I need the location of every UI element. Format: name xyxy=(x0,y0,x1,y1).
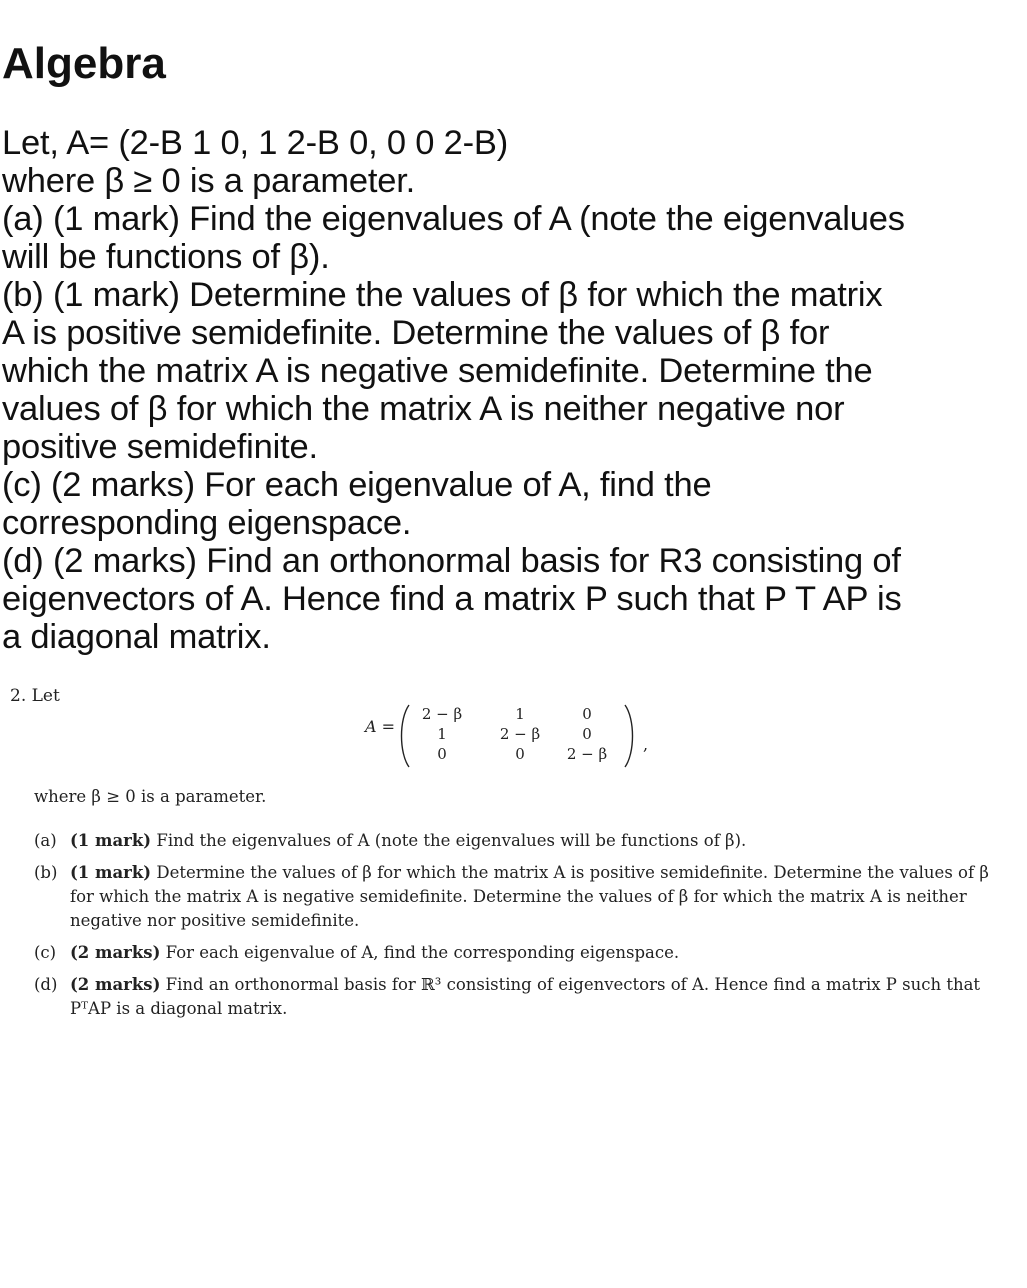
list-item xyxy=(34,941,994,965)
list-item xyxy=(34,861,994,933)
matrix-cell: 0 xyxy=(582,705,592,723)
question-line: values of β for which the matrix A is neither negative nor xyxy=(2,390,845,428)
item-marker: (c) xyxy=(34,943,57,962)
matrix-definition xyxy=(365,703,665,765)
question-line: Let, A= (2-B 1 0, 1 2-B 0, 0 0 2-B) xyxy=(2,124,508,162)
item-text: Find the eigenvalues of A (note the eigenvalues will be functions of β). xyxy=(151,831,747,850)
matrix-cell: 2 − β xyxy=(421,705,463,723)
item-text: Determine the values of β for which the matrix A is positive semidefinite. Determine the values of β for which the matrix A is negative semidefinite. Determine the values of β for which the matrix A is neither negative nor positive semidefinite. xyxy=(70,863,989,930)
matrix-comma: , xyxy=(643,735,649,754)
parameter-note: where β ≥ 0 is a parameter. xyxy=(34,787,267,806)
question-line: where β ≥ 0 is a parameter. xyxy=(2,162,416,200)
list-item xyxy=(34,973,994,1021)
question-line: positive semidefinite. xyxy=(2,428,318,466)
question-line: (b) (1 mark) Determine the values of β for which the matrix xyxy=(2,276,883,314)
equals-sign: = xyxy=(381,717,396,736)
list-item xyxy=(34,829,994,853)
matrix-cell: 1 xyxy=(437,725,447,743)
question-text xyxy=(2,124,1022,656)
question-line: (a) (1 mark) Find the eigenvalues of A (note the eigenvalues xyxy=(2,200,905,238)
item-marks: (1 mark) xyxy=(70,863,152,882)
matrix-cell: 2 − β xyxy=(566,745,608,763)
matrix-name: A xyxy=(365,717,377,736)
question-line: will be functions of β). xyxy=(2,238,330,276)
subquestion-list xyxy=(34,829,994,1029)
question-line: A is positive semidefinite. Determine the values of β for xyxy=(2,314,830,352)
matrix-lhs xyxy=(365,717,395,736)
page-title: Algebra xyxy=(2,39,166,88)
item-text: For each eigenvalue of A, find the corresponding eigenspace. xyxy=(160,943,680,962)
question-line: corresponding eigenspace. xyxy=(2,504,412,542)
matrix-cell: 0 xyxy=(582,725,592,743)
question-line: which the matrix A is negative semidefinite. Determine the xyxy=(2,352,873,390)
item-marker: (a) xyxy=(34,831,57,850)
item-marks: (2 marks) xyxy=(70,975,161,994)
right-paren xyxy=(623,703,637,769)
matrix-cell: 2 − β xyxy=(499,725,541,743)
question-line: (d) (2 marks) Find an orthonormal basis for R3 consisting of xyxy=(2,542,901,580)
question-line: eigenvectors of A. Hence find a matrix P such that P T AP is xyxy=(2,580,902,618)
item-marker: (d) xyxy=(34,975,58,994)
matrix-cell: 0 xyxy=(437,745,447,763)
matrix-cell: 1 xyxy=(515,705,525,723)
problem-label: 2. Let xyxy=(10,686,60,706)
question-line: (c) (2 marks) For each eigenvalue of A, find the xyxy=(2,466,712,504)
item-marks: (2 marks) xyxy=(70,943,161,962)
matrix-cell: 0 xyxy=(515,745,525,763)
item-text: Find an orthonormal basis for ℝ³ consisting of eigenvectors of A. Hence find a matrix P such that PᵀAP is a diagonal matrix. xyxy=(70,975,981,1018)
item-marks: (1 mark) xyxy=(70,831,152,850)
item-marker: (b) xyxy=(34,863,58,882)
textbook-excerpt xyxy=(0,686,1027,1046)
question-line: a diagonal matrix. xyxy=(2,618,271,656)
